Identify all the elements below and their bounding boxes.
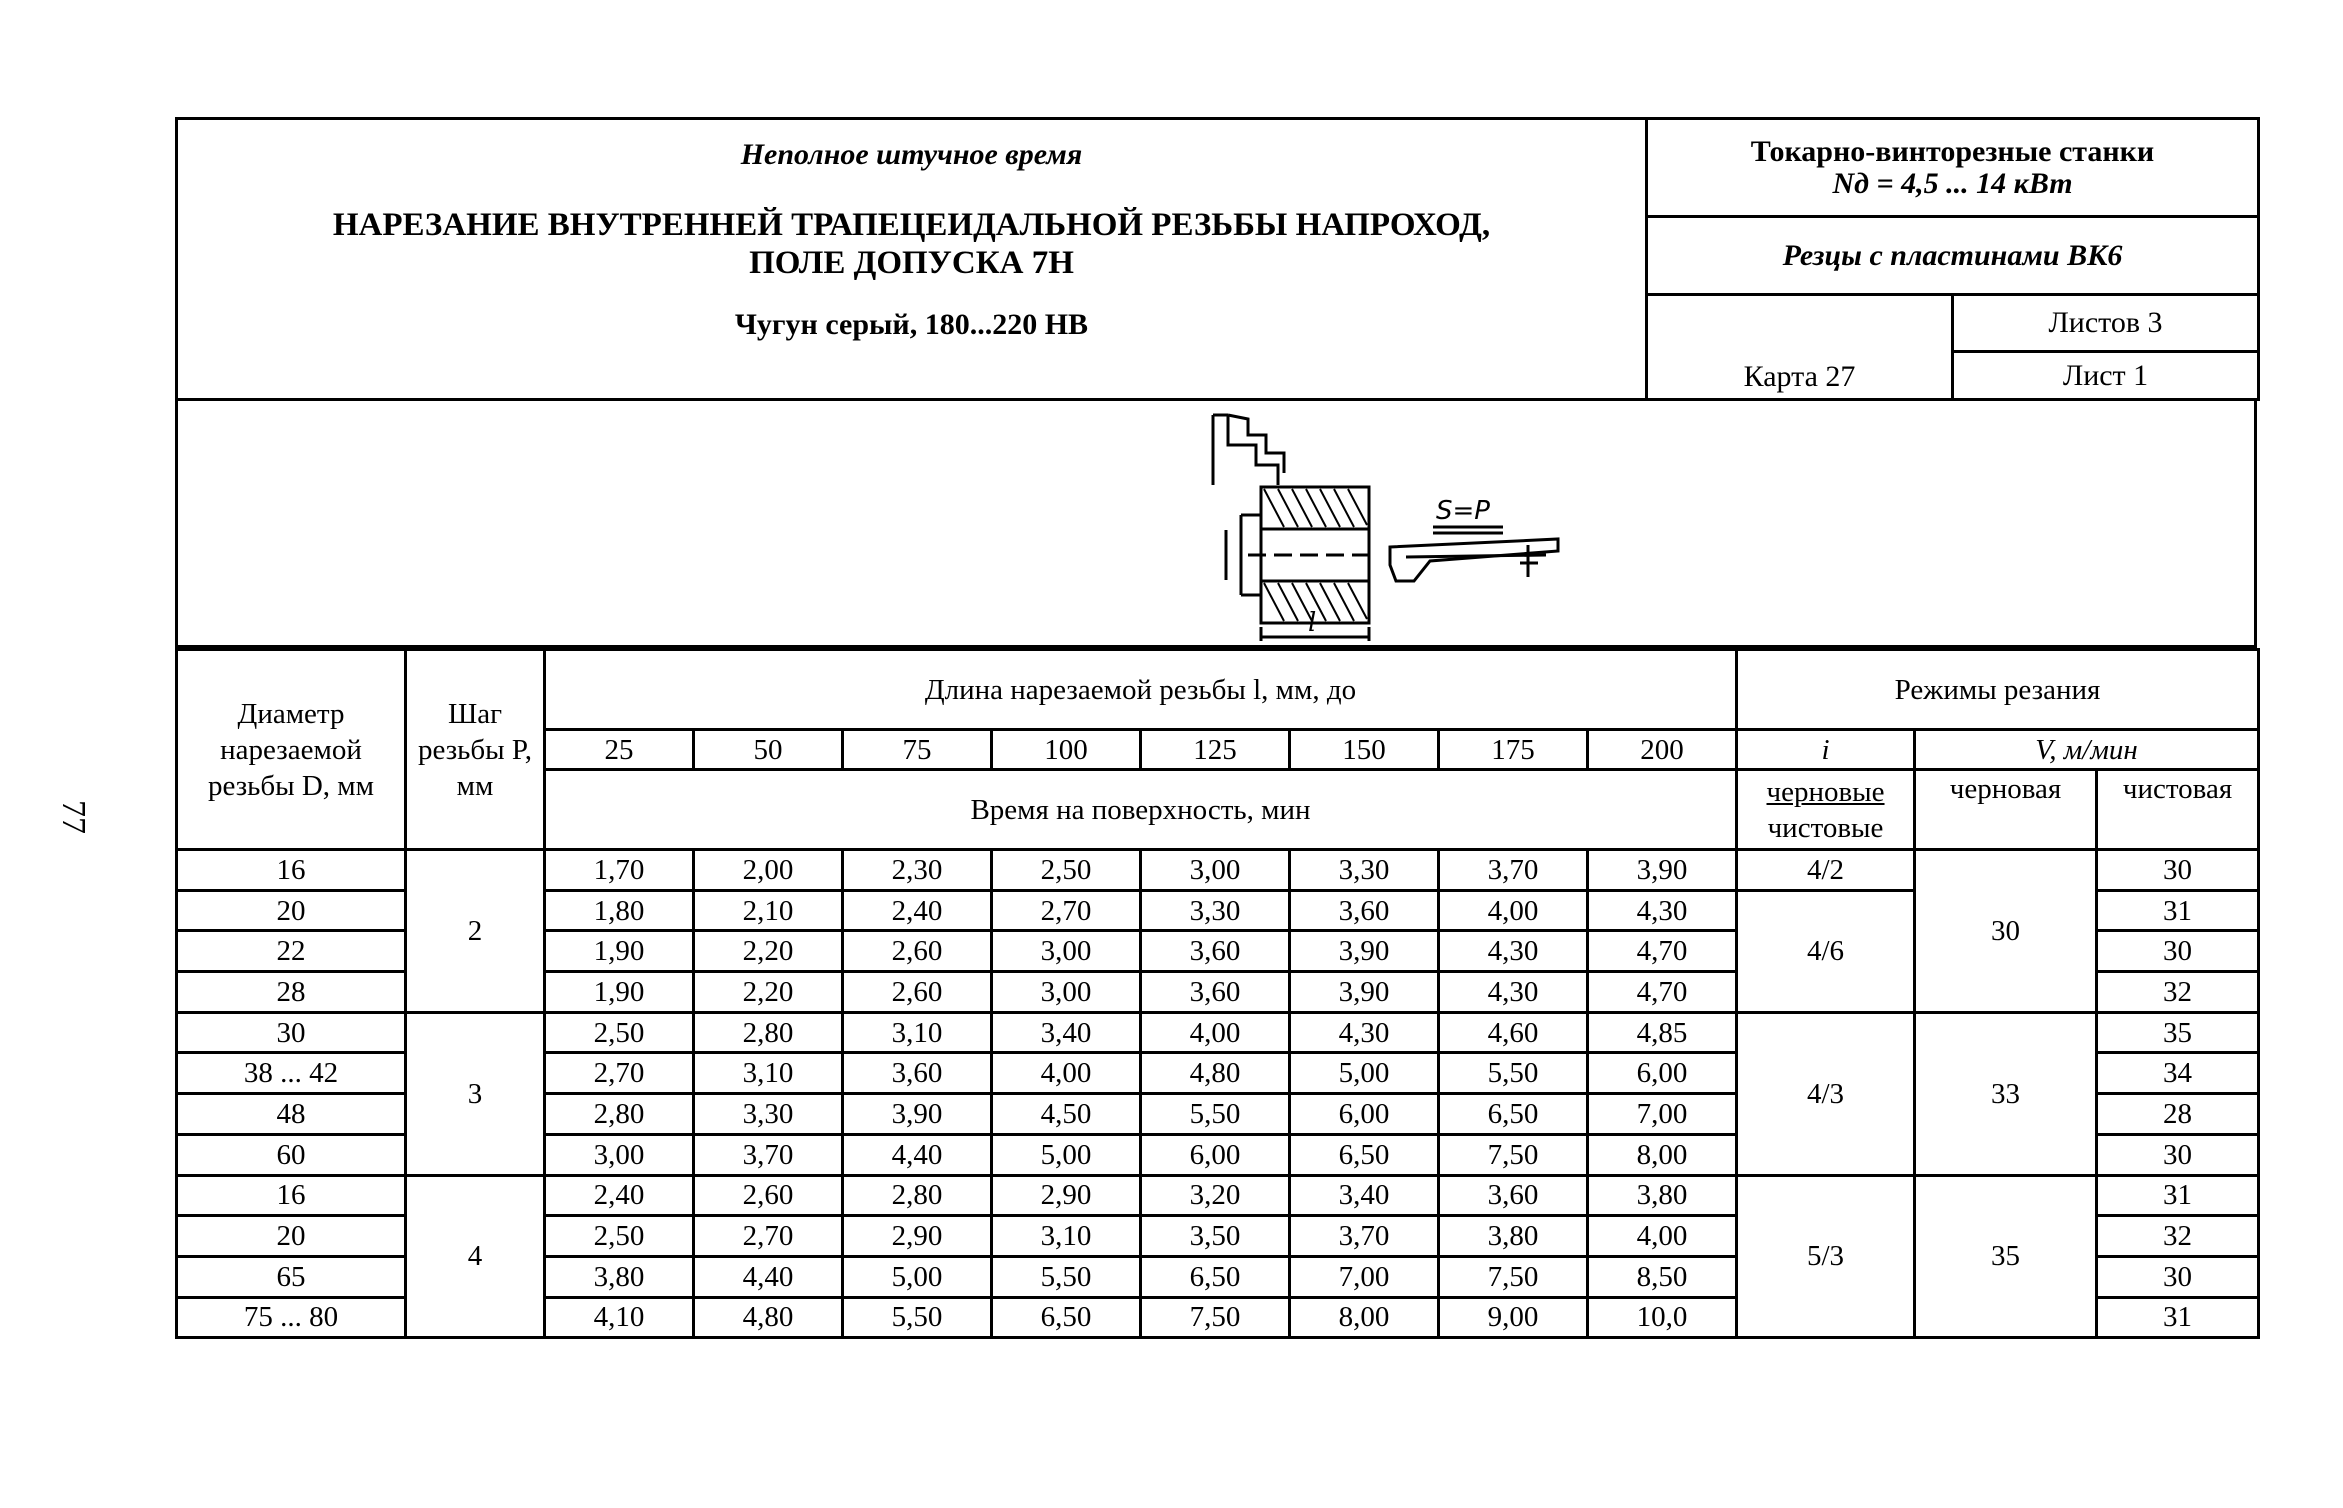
tools-cell: Резцы с пластинами ВК6	[1647, 217, 2259, 295]
diameter-cell: 48	[177, 1094, 406, 1135]
time-cell: 4,40	[694, 1256, 843, 1297]
time-cell: 2,80	[545, 1094, 694, 1135]
time-cell: 2,70	[545, 1053, 694, 1094]
diameter-cell: 75 ... 80	[177, 1297, 406, 1338]
time-cell: 3,90	[843, 1094, 992, 1135]
v-rough-cell: 30	[1915, 850, 2097, 1013]
diameter-cell: 65	[177, 1256, 406, 1297]
v-finish-cell: 31	[2097, 1297, 2259, 1338]
time-cell: 2,90	[992, 1175, 1141, 1216]
time-cell: 3,00	[1141, 850, 1290, 891]
diameter-cell: 38 ... 42	[177, 1053, 406, 1094]
length-label: l	[1308, 608, 1317, 638]
time-cell: 3,80	[545, 1256, 694, 1297]
time-cell: 7,50	[1141, 1297, 1290, 1338]
time-cell: 4,30	[1588, 890, 1737, 931]
time-cell: 8,50	[1588, 1256, 1737, 1297]
time-cell: 3,80	[1439, 1216, 1588, 1257]
time-cell: 1,90	[545, 972, 694, 1013]
diameter-cell: 22	[177, 931, 406, 972]
time-cell: 7,50	[1439, 1256, 1588, 1297]
diameter-cell: 16	[177, 850, 406, 891]
page-number: 77	[55, 800, 92, 834]
v-finish-cell: 30	[2097, 850, 2259, 891]
threading-sketch	[1038, 405, 1578, 641]
time-cell: 3,70	[694, 1134, 843, 1175]
time-cell: 8,00	[1290, 1297, 1439, 1338]
time-cell: 4,60	[1439, 1012, 1588, 1053]
time-cell: 3,00	[992, 972, 1141, 1013]
time-cell: 4,10	[545, 1297, 694, 1338]
time-cell: 2,80	[694, 1012, 843, 1053]
time-cell: 3,30	[694, 1094, 843, 1135]
time-cell: 4,00	[992, 1053, 1141, 1094]
time-cell: 2,50	[992, 850, 1141, 891]
time-cell: 3,90	[1290, 931, 1439, 972]
time-cell: 3,60	[1141, 972, 1290, 1013]
time-cell: 6,50	[1290, 1134, 1439, 1175]
time-cell: 5,00	[992, 1134, 1141, 1175]
diameter-cell: 20	[177, 890, 406, 931]
time-cell: 3,60	[1290, 890, 1439, 931]
col-i-header: i	[1737, 730, 1915, 770]
table-row	[177, 1012, 2259, 1053]
time-cell: 6,50	[1141, 1256, 1290, 1297]
header-line1: Неполное штучное время	[740, 138, 1083, 171]
time-cell: 6,50	[1439, 1094, 1588, 1135]
v-finish-cell: 28	[2097, 1094, 2259, 1135]
time-cell: 2,50	[545, 1012, 694, 1053]
feed-label: S=P	[1436, 496, 1490, 526]
col-diameter-header: Диаметр нарезаемой резьбы D, мм	[177, 650, 406, 850]
time-cell: 5,50	[992, 1256, 1141, 1297]
time-cell: 4,30	[1439, 972, 1588, 1013]
i-cell: 4/3	[1737, 1012, 1915, 1175]
time-cell: 3,30	[1290, 850, 1439, 891]
time-cell: 4,70	[1588, 931, 1737, 972]
time-cell: 3,10	[843, 1012, 992, 1053]
length-125: 125	[1141, 730, 1290, 770]
time-cell: 4,50	[992, 1094, 1141, 1135]
time-cell: 1,90	[545, 931, 694, 972]
header-title-block	[177, 119, 1647, 400]
time-cell: 3,60	[843, 1053, 992, 1094]
v-finish-cell: 30	[2097, 931, 2259, 972]
sheet-number: Лист 1	[1953, 352, 2259, 400]
time-cell: 6,00	[1588, 1053, 1737, 1094]
col-length-header: Длина нарезаемой резьбы l, мм, до	[545, 650, 1737, 730]
time-cell: 4,00	[1439, 890, 1588, 931]
time-cell: 6,00	[1141, 1134, 1290, 1175]
time-cell: 2,00	[694, 850, 843, 891]
length-75: 75	[843, 730, 992, 770]
sketch-area	[175, 401, 2257, 648]
time-cell: 2,30	[843, 850, 992, 891]
time-cell: 6,50	[992, 1297, 1141, 1338]
time-cell: 2,20	[694, 972, 843, 1013]
time-cell: 5,50	[1141, 1094, 1290, 1135]
pitch-cell: 4	[406, 1175, 545, 1338]
length-200: 200	[1588, 730, 1737, 770]
i-header-detail: черновые чистовые	[1737, 770, 1915, 850]
machine-cell	[1647, 119, 2259, 217]
v-finish-cell: 30	[2097, 1256, 2259, 1297]
v-finish-cell: 34	[2097, 1053, 2259, 1094]
time-cell: 4,30	[1439, 931, 1588, 972]
time-cell: 4,40	[843, 1134, 992, 1175]
time-cell: 3,10	[694, 1053, 843, 1094]
time-cell: 4,70	[1588, 972, 1737, 1013]
col-modes-header: Режимы резания	[1737, 650, 2259, 730]
time-cell: 5,00	[843, 1256, 992, 1297]
time-cell: 3,00	[545, 1134, 694, 1175]
time-cell: 3,10	[992, 1216, 1141, 1257]
time-cell: 3,40	[992, 1012, 1141, 1053]
table-row	[177, 850, 2259, 891]
time-cell: 4,30	[1290, 1012, 1439, 1053]
length-100: 100	[992, 730, 1141, 770]
time-cell: 2,20	[694, 931, 843, 972]
length-175: 175	[1439, 730, 1588, 770]
sheets-count: Листов 3	[1953, 295, 2259, 352]
diameter-cell: 20	[177, 1216, 406, 1257]
col-time-header: Время на поверхность, мин	[545, 770, 1737, 850]
time-cell: 2,80	[843, 1175, 992, 1216]
time-norm-table	[175, 648, 2260, 1339]
time-cell: 2,70	[992, 890, 1141, 931]
i-cell: 5/3	[1737, 1175, 1915, 1338]
time-cell: 2,60	[843, 931, 992, 972]
time-cell: 2,40	[843, 890, 992, 931]
header-table	[175, 117, 2260, 401]
v-finish-cell: 31	[2097, 890, 2259, 931]
title-line2: ПОЛЕ ДОПУСКА 7Н	[749, 245, 1074, 281]
title-line1: НАРЕЗАНИЕ ВНУТРЕННЕЙ ТРАПЕЦЕИДАЛЬНОЙ РЕЗЬБЫ НАПРОХОД,	[332, 207, 1491, 243]
norm-card	[175, 117, 2257, 1339]
time-cell: 4,85	[1588, 1012, 1737, 1053]
time-cell: 3,80	[1588, 1175, 1737, 1216]
time-cell: 3,40	[1290, 1175, 1439, 1216]
material: Чугун серый, 180...220 НВ	[734, 308, 1089, 341]
time-cell: 3,60	[1439, 1175, 1588, 1216]
v-finish-cell: 30	[2097, 1134, 2259, 1175]
time-cell: 2,40	[545, 1175, 694, 1216]
diameter-cell: 30	[177, 1012, 406, 1053]
diameter-cell: 16	[177, 1175, 406, 1216]
col-pitch-header: Шаг резьбы P, мм	[406, 650, 545, 850]
v-finish-cell: 32	[2097, 1216, 2259, 1257]
table-row	[177, 1175, 2259, 1216]
time-cell: 5,50	[843, 1297, 992, 1338]
time-cell: 7,50	[1439, 1134, 1588, 1175]
machine-line2: Nд = 4,5 ... 14 кВт	[1832, 166, 2073, 200]
time-cell: 8,00	[1588, 1134, 1737, 1175]
time-cell: 1,80	[545, 890, 694, 931]
time-cell: 5,50	[1439, 1053, 1588, 1094]
time-cell: 10,0	[1588, 1297, 1737, 1338]
time-cell: 7,00	[1588, 1094, 1737, 1135]
time-cell: 3,90	[1588, 850, 1737, 891]
v-rough-cell: 35	[1915, 1175, 2097, 1338]
machine-line1: Токарно-винторезные станки	[1750, 134, 2155, 168]
col-v-header: V, м/мин	[1915, 730, 2259, 770]
time-cell: 2,10	[694, 890, 843, 931]
time-cell: 4,00	[1588, 1216, 1737, 1257]
length-50: 50	[694, 730, 843, 770]
length-25: 25	[545, 730, 694, 770]
v-finish-header: чистовая	[2097, 770, 2259, 850]
v-finish-cell: 35	[2097, 1012, 2259, 1053]
i-cell: 4/6	[1737, 890, 1915, 1012]
time-cell: 3,30	[1141, 890, 1290, 931]
time-cell: 2,60	[694, 1175, 843, 1216]
i-cell: 4/2	[1737, 850, 1915, 891]
time-cell: 2,60	[843, 972, 992, 1013]
time-cell: 4,80	[1141, 1053, 1290, 1094]
time-cell: 4,80	[694, 1297, 843, 1338]
v-rough-header: черновая	[1915, 770, 2097, 850]
v-finish-cell: 31	[2097, 1175, 2259, 1216]
time-cell: 3,50	[1141, 1216, 1290, 1257]
time-cell: 7,00	[1290, 1256, 1439, 1297]
card-number: Карта 27	[1647, 295, 1953, 400]
length-150: 150	[1290, 730, 1439, 770]
time-cell: 3,70	[1439, 850, 1588, 891]
diameter-cell: 60	[177, 1134, 406, 1175]
time-cell: 2,70	[694, 1216, 843, 1257]
time-cell: 6,00	[1290, 1094, 1439, 1135]
time-cell: 3,20	[1141, 1175, 1290, 1216]
diameter-cell: 28	[177, 972, 406, 1013]
time-cell: 2,50	[545, 1216, 694, 1257]
v-finish-cell: 32	[2097, 972, 2259, 1013]
pitch-cell: 2	[406, 850, 545, 1013]
time-cell: 3,90	[1290, 972, 1439, 1013]
time-cell: 1,70	[545, 850, 694, 891]
time-cell: 2,90	[843, 1216, 992, 1257]
time-cell: 3,70	[1290, 1216, 1439, 1257]
time-cell: 3,60	[1141, 931, 1290, 972]
pitch-cell: 3	[406, 1012, 545, 1175]
time-cell: 3,00	[992, 931, 1141, 972]
time-cell: 4,00	[1141, 1012, 1290, 1053]
time-cell: 9,00	[1439, 1297, 1588, 1338]
time-cell: 5,00	[1290, 1053, 1439, 1094]
v-rough-cell: 33	[1915, 1012, 2097, 1175]
